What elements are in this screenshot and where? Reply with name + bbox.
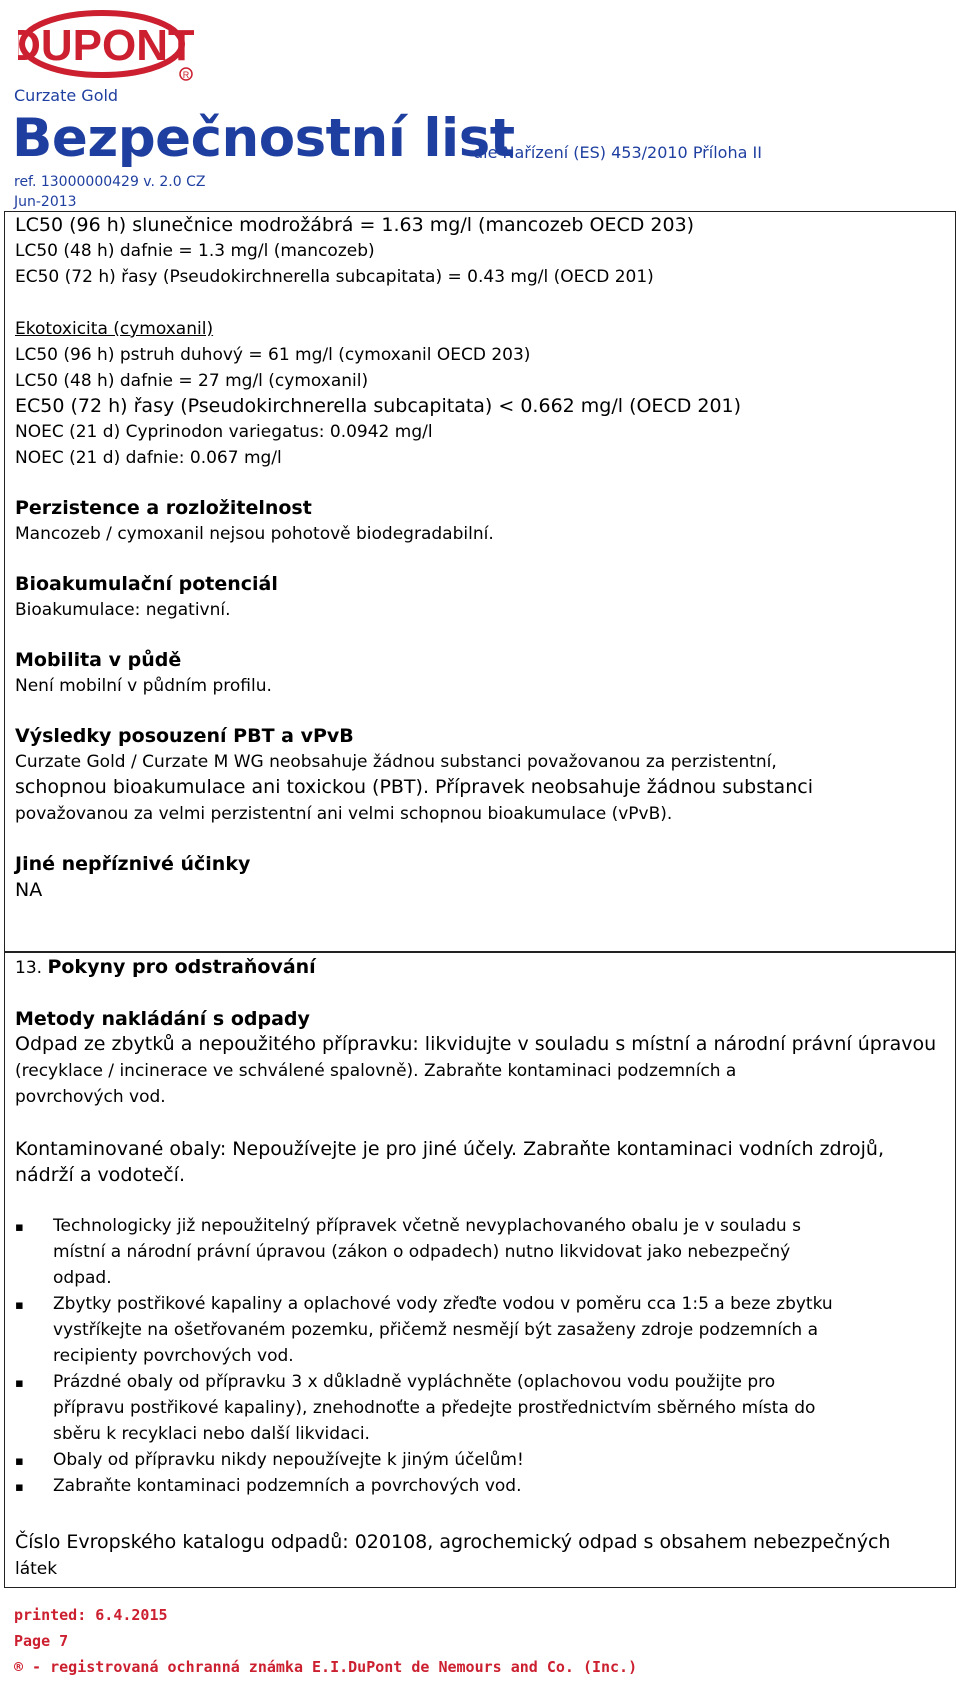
- section-heading: Pokyny pro odstraňování: [47, 956, 316, 978]
- bullet-marker: ▪: [15, 1454, 24, 1469]
- tox-line: LC50 (48 h) dafnie = 1.3 mg/l (mancozeb): [15, 241, 375, 261]
- bullet-line: vystříkejte na ošetřovaném pozemku, přičemž nesmějí být zasaženy zdroje podzemních a: [53, 1320, 819, 1340]
- dupont-logo: [18, 10, 194, 82]
- mobility-heading: Mobilita v půdě: [15, 649, 182, 671]
- bullet-marker: ▪: [15, 1220, 24, 1235]
- bullet-line: přípravu postřikové kapaliny), znehodnoťte a předejte prostřednictvím sběrného místa do: [53, 1398, 816, 1418]
- bioaccumulation-heading: Bioakumulační potenciál: [15, 573, 278, 595]
- bullet-line: Technologicky již nepoužitelný přípravek včetně nevyplachovaného obalu je v souladu s: [53, 1216, 801, 1236]
- tox-line: LC50 (96 h) slunečnice modrožábrá = 1.63 mg/l (mancozeb OECD 203): [15, 214, 695, 236]
- bullet-line: Zabraňte kontaminaci podzemních a povrchových vod.: [53, 1476, 522, 1496]
- bioaccumulation-text: Bioakumulace: negativní.: [15, 600, 231, 620]
- bullet-line: Prázdné obaly od přípravku 3 x důkladně vypláchněte (oplachovou vodu použijte pro: [53, 1372, 776, 1392]
- bullet-line: Zbytky postřikové kapaliny a oplachové vody zřeďte vodou v poměru cca 1:5 a beze zbytku: [53, 1294, 833, 1314]
- trademark-notice: ® - registrovaná ochranná známka E.I.DuPont de Nemours and Co. (Inc.): [14, 1658, 638, 1676]
- persistence-text: Mancozeb / cymoxanil nejsou pohotově biodegradabilní.: [15, 524, 494, 544]
- bullet-line: odpad.: [53, 1268, 112, 1288]
- bullet-line: sběru k recyklaci nebo další likvidaci.: [53, 1424, 370, 1444]
- other-effects-heading: Jiné nepříznivé účinky: [15, 853, 251, 875]
- ecotox-line: EC50 (72 h) řasy (Pseudokirchnerella subcapitata) < 0.662 mg/l (OECD 201): [15, 395, 742, 417]
- pbt-line: Curzate Gold / Curzate M WG neobsahuje žádnou substanci považovanou za perzistentní,: [15, 752, 777, 772]
- tox-line: EC50 (72 h) řasy (Pseudokirchnerella subcapitata) = 0.43 mg/l (OECD 201): [15, 267, 654, 287]
- pbt-heading: Výsledky posouzení PBT a vPvB: [15, 725, 354, 747]
- other-effects-text: NA: [15, 879, 43, 901]
- methods-line: Odpad ze zbytků a nepoužitého přípravku: likvidujte v souladu s místní a národní právní úpravou: [15, 1033, 937, 1055]
- product-name: Curzate Gold: [14, 86, 119, 105]
- bullet-marker: ▪: [15, 1298, 24, 1313]
- bullet-line: místní a národní právní úpravou (zákon o odpadech) nutno likvidovat jako nebezpečný: [53, 1242, 791, 1262]
- waste-catalog-line: látek: [15, 1559, 58, 1579]
- packaging-line: Kontaminované obaly: Nepoužívejte je pro jiné účely. Zabraňte kontaminaci vodních zdrojů,: [15, 1138, 884, 1160]
- bullet-line: Obaly od přípravku nikdy nepoužívejte k jiným účelům!: [53, 1450, 524, 1470]
- methods-line: (recyklace / incinerace ve schválené spalovně). Zabraňte kontaminaci podzemních a: [15, 1061, 737, 1081]
- pbt-line: považovanou za velmi perzistentní ani velmi schopnou bioakumulace (vPvB).: [15, 804, 673, 824]
- ecotox-line: LC50 (48 h) dafnie = 27 mg/l (cymoxanil): [15, 371, 369, 391]
- document-ref: ref. 13000000429 v. 2.0 CZ: [14, 174, 206, 190]
- ecotox-line: LC50 (96 h) pstruh duhový = 61 mg/l (cymoxanil OECD 203): [15, 345, 531, 365]
- mobility-text: Není mobilní v půdním profilu.: [15, 676, 272, 696]
- ecotox-heading: Ekotoxicita (cymoxanil): [15, 319, 214, 339]
- section-13-frame: [4, 952, 956, 1588]
- ecotox-line: NOEC (21 d) dafnie: 0.067 mg/l: [15, 448, 282, 468]
- waste-catalog-line: Číslo Evropského katalogu odpadů: 020108, agrochemický odpad s obsahem nebezpečných: [15, 1531, 891, 1553]
- page-number: Page 7: [14, 1632, 69, 1650]
- methods-line: povrchových vod.: [15, 1087, 166, 1107]
- regulation-reference: dle Nařízení (ES) 453/2010 Příloha II: [473, 143, 762, 162]
- packaging-line: nádrží a vodotečí.: [15, 1164, 185, 1186]
- svg-text:R: R: [182, 70, 190, 80]
- methods-heading: Metody nakládání s odpady: [15, 1008, 310, 1030]
- logo-text: DUPONT: [18, 21, 194, 70]
- section-12-frame: [4, 211, 956, 952]
- bullet-marker: ▪: [15, 1480, 24, 1495]
- bullet-line: recipienty povrchových vod.: [53, 1346, 294, 1366]
- bullet-marker: ▪: [15, 1376, 24, 1391]
- document-date: Jun-2013: [14, 194, 77, 210]
- pbt-line: schopnou bioakumulace ani toxickou (PBT). Přípravek neobsahuje žádnou substanci: [15, 776, 813, 798]
- document-title: Bezpečnostní list: [12, 108, 515, 169]
- section-13-title: [15, 956, 316, 979]
- persistence-heading: Perzistence a rozložitelnost: [15, 497, 312, 519]
- ecotox-line: NOEC (21 d) Cyprinodon variegatus: 0.0942 mg/l: [15, 422, 433, 442]
- printed-date: printed: 6.4.2015: [14, 1606, 168, 1624]
- section-number: 13.: [15, 958, 43, 978]
